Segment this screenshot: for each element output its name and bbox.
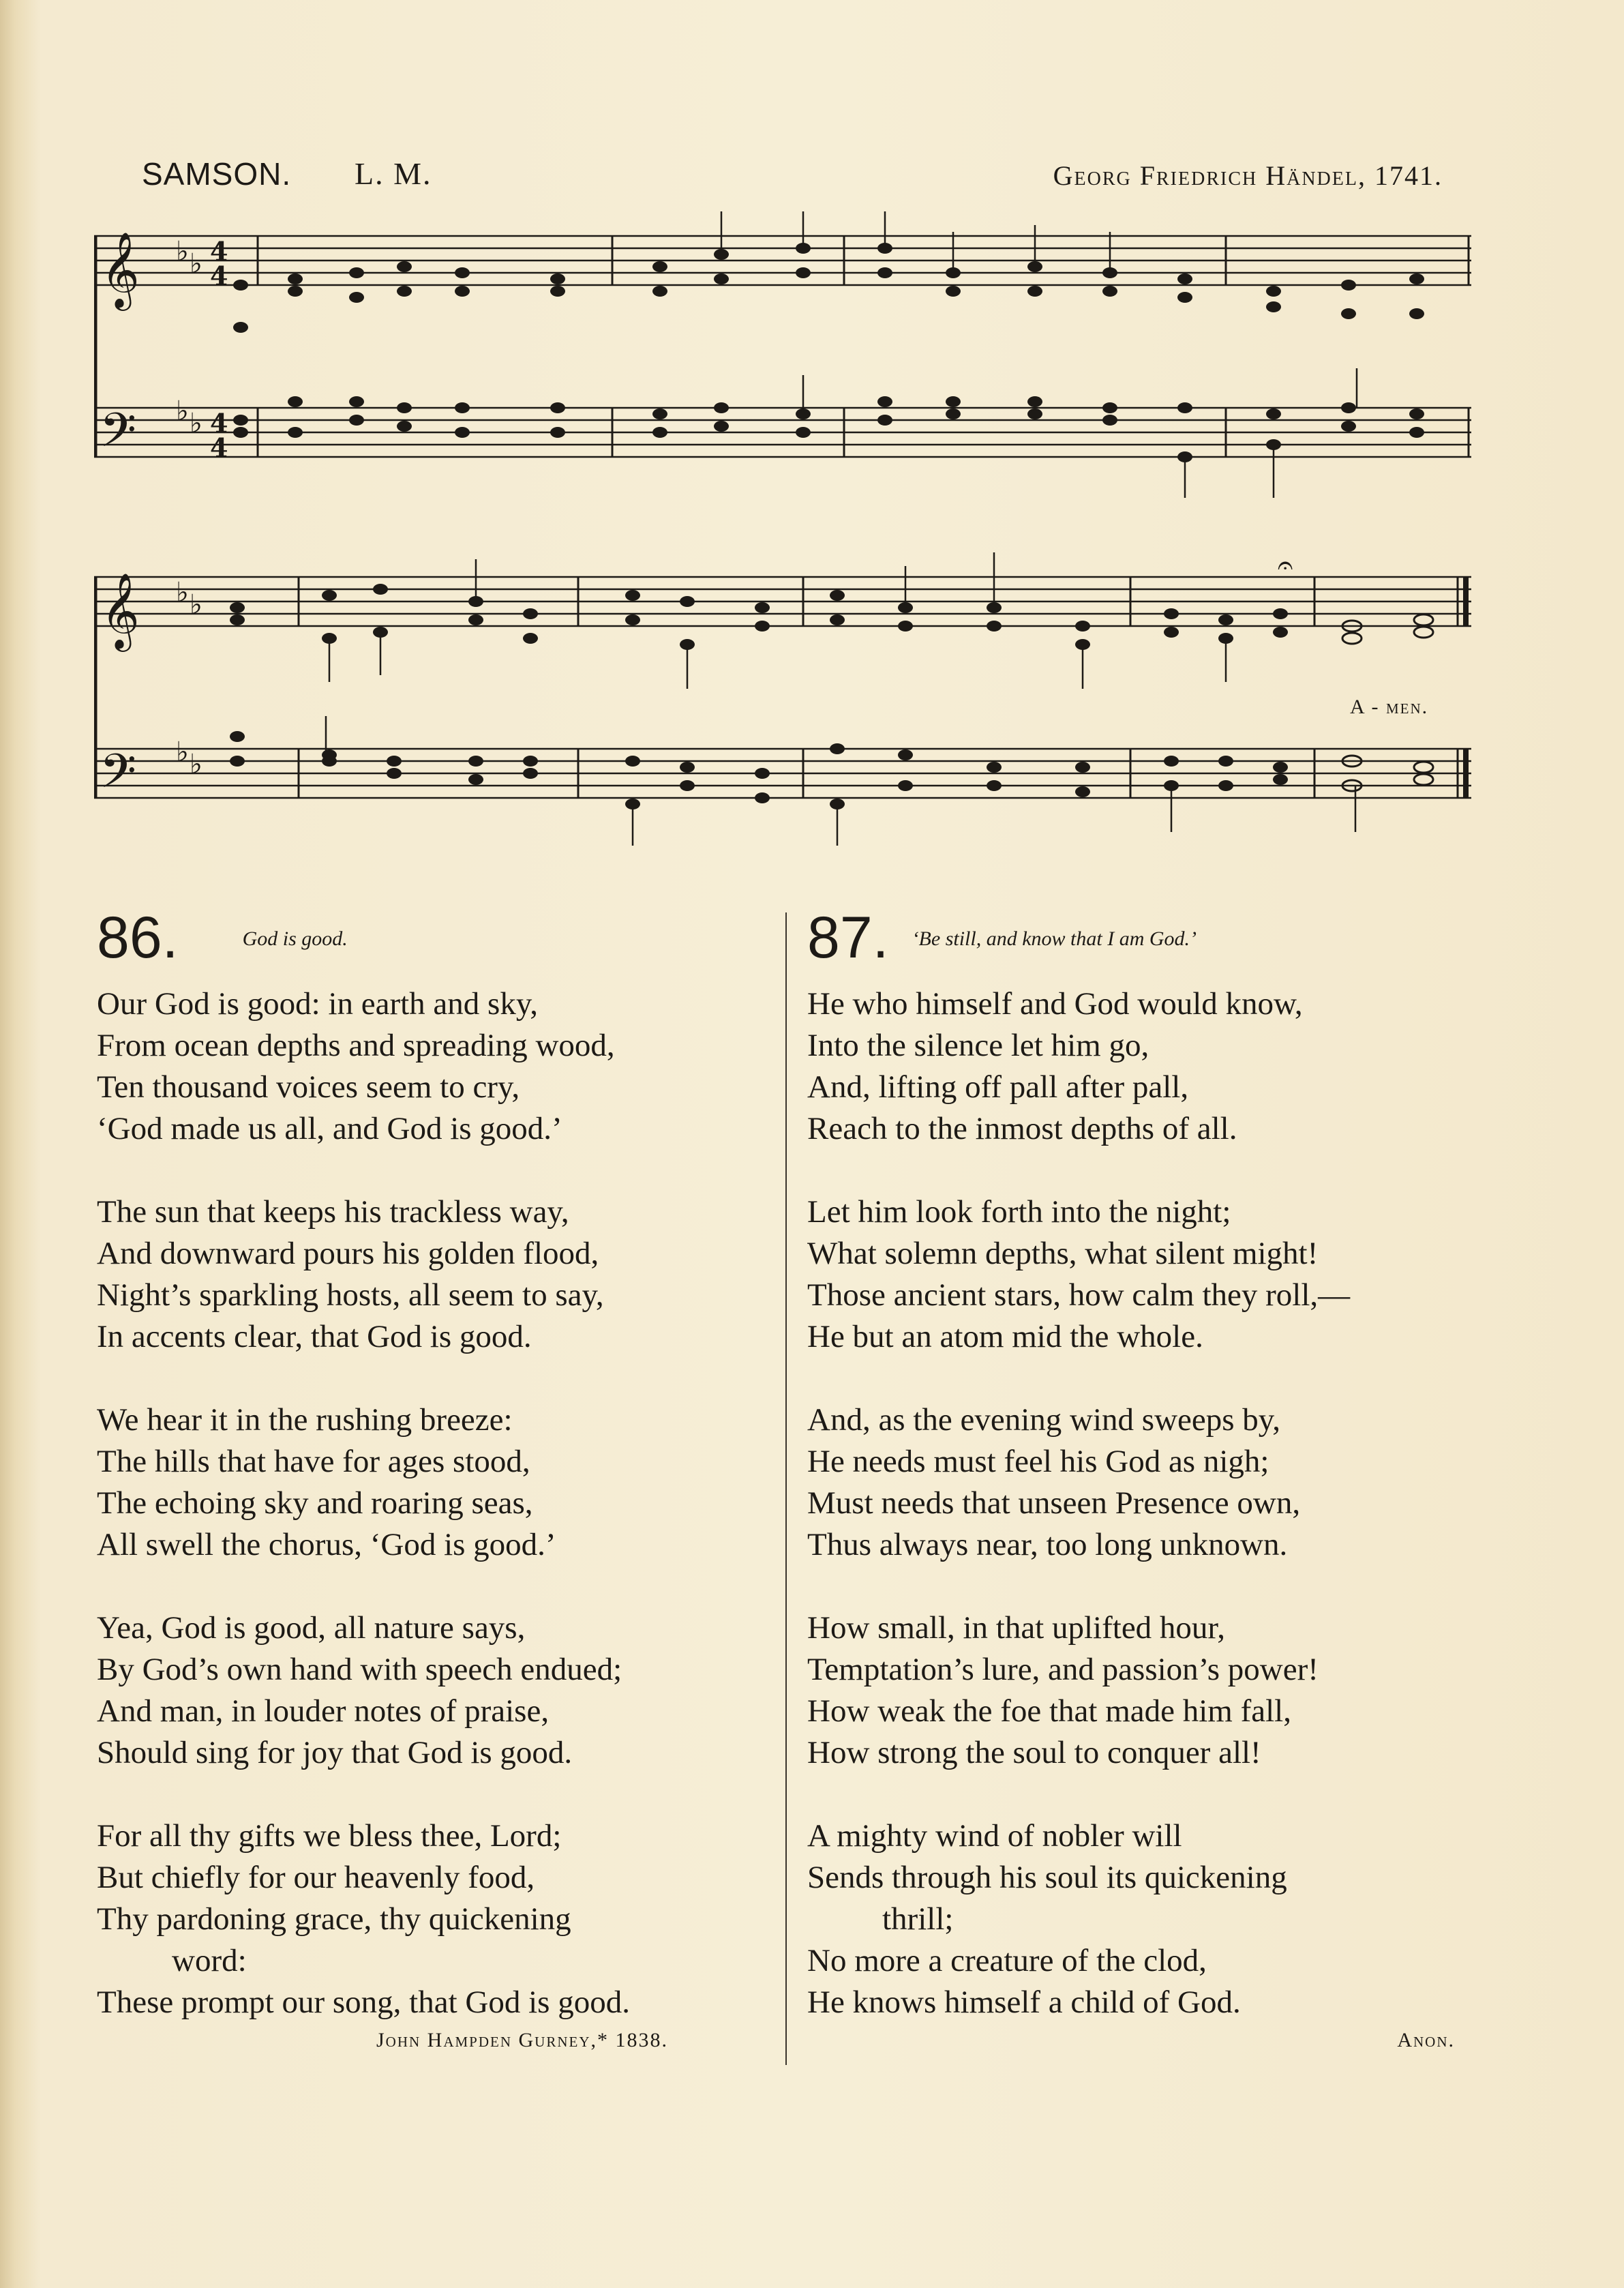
svg-text:𝄢: 𝄢 — [100, 402, 137, 469]
verse-line: How strong the soul to conquer all! — [807, 1735, 1261, 1770]
amen-lyric: A - men. — [1350, 696, 1429, 718]
stanza-2 — [807, 1191, 1482, 1358]
hymn-number: 87. — [807, 905, 889, 970]
stanza-5 — [97, 1815, 765, 2023]
verse-line: The sun that keeps his trackless way, — [97, 1194, 569, 1230]
verse-line: Sends through his soul its quickening — [807, 1860, 1287, 1895]
stanza-1 — [807, 983, 1482, 1150]
hymn-title: ‘Be still, and know that I am God.’ — [912, 927, 1197, 950]
stanzas — [807, 983, 1482, 2023]
verse-line: Should sing for joy that God is good. — [97, 1735, 573, 1770]
svg-text:𝄞: 𝄞 — [101, 231, 140, 308]
verse-line-continuation: word: — [172, 1943, 247, 1978]
verse-line: All swell the chorus, ‘God is good.’ — [97, 1527, 556, 1562]
tune-header — [142, 155, 1443, 196]
verse-line: We hear it in the rushing breeze: — [97, 1402, 513, 1438]
hymn-number: 86. — [97, 905, 179, 970]
svg-text:♭: ♭ — [190, 408, 202, 439]
svg-text:𝄐: 𝄐 — [1278, 550, 1293, 581]
stanza-2 — [97, 1191, 765, 1358]
hymn-author: Anon. — [1397, 2029, 1455, 2051]
verse-line: Thy pardoning grace, thy quickening — [97, 1901, 571, 1937]
verse-line: And, lifting off pall after pall, — [807, 1069, 1189, 1105]
verse-line-continuation: thrill; — [882, 1901, 954, 1937]
verse-line: He needs must feel his God as nigh; — [807, 1444, 1269, 1479]
verse-line: No more a creature of the clod, — [807, 1943, 1207, 1978]
tune-name: SAMSON. — [142, 156, 292, 192]
stanza-3 — [807, 1399, 1482, 1566]
verse-line: Into the silence let him go, — [807, 1028, 1149, 1063]
verse-line: But chiefly for our heavenly food, — [97, 1860, 535, 1895]
verse-line: And, as the evening wind sweeps by, — [807, 1402, 1280, 1438]
tune-meter: L. M. — [355, 156, 432, 191]
stanza-3 — [97, 1399, 765, 1566]
verse-line: Ten thousand voices seem to cry, — [97, 1069, 520, 1105]
verse-line: Yea, God is good, all nature says, — [97, 1610, 526, 1646]
stanza-5 — [807, 1815, 1482, 2023]
verse-line: Thus always near, too long unknown. — [807, 1527, 1288, 1562]
stanza-4 — [97, 1607, 765, 1774]
verse-line: Those ancient stars, how calm they roll,— — [807, 1277, 1351, 1313]
hymn-87 — [807, 907, 1482, 2052]
verse-line: How weak the foe that made him fall, — [807, 1693, 1291, 1729]
svg-text:♭: ♭ — [190, 589, 202, 621]
stanza-4 — [807, 1607, 1482, 1774]
music-score-system-2 — [94, 532, 1471, 873]
verse-line: The hills that have for ages stood, — [97, 1444, 530, 1479]
svg-text:♭: ♭ — [176, 396, 189, 427]
score-system-2 — [94, 532, 1471, 873]
verse-line: Temptation’s lure, and passion’s power! — [807, 1652, 1319, 1687]
verse-line: Night’s sparkling hosts, all seem to say, — [97, 1277, 604, 1313]
svg-text:𝄢: 𝄢 — [100, 743, 137, 810]
verse-line: What solemn depths, what silent might! — [807, 1236, 1319, 1271]
verse-line: Our God is good: in earth and sky, — [97, 986, 539, 1022]
music-score-system-1 — [94, 205, 1471, 505]
verse-line: The echoing sky and roaring seas, — [97, 1485, 533, 1521]
verse-line: He but an atom mid the whole. — [807, 1319, 1203, 1354]
composer-credit: Georg Friedrich Händel, 1741. — [1053, 160, 1443, 191]
verse-line: Reach to the inmost depths of all. — [807, 1111, 1237, 1146]
score-system-1 — [94, 205, 1471, 505]
hymn-author: John Hampden Gurney,* 1838. — [376, 2029, 669, 2051]
svg-text:♭: ♭ — [176, 236, 189, 267]
verse-line: Let him look forth into the night; — [807, 1194, 1231, 1230]
stanza-1 — [97, 983, 765, 1150]
stanzas — [97, 983, 765, 2023]
svg-text:4: 4 — [210, 408, 228, 439]
verse-line: A mighty wind of nobler will — [807, 1818, 1182, 1854]
svg-text:4: 4 — [210, 261, 228, 291]
column-divider — [785, 912, 787, 2065]
verse-line: How small, in that uplifted hour, — [807, 1610, 1225, 1646]
svg-text:♭: ♭ — [190, 248, 202, 280]
svg-text:𝄞: 𝄞 — [101, 572, 140, 649]
verse-line: He who himself and God would know, — [807, 986, 1303, 1022]
svg-text:4: 4 — [210, 432, 228, 463]
verse-line: In accents clear, that God is good. — [97, 1319, 532, 1354]
verse-line: From ocean depths and spreading wood, — [97, 1028, 615, 1063]
verse-line: And downward pours his golden flood, — [97, 1236, 599, 1271]
svg-text:♭: ♭ — [190, 749, 202, 780]
verse-line: And man, in louder notes of praise, — [97, 1693, 550, 1729]
verse-line: For all thy gifts we bless thee, Lord; — [97, 1818, 562, 1854]
verse-line: These prompt our song, that God is good. — [97, 1985, 630, 2020]
verse-line: ‘God made us all, and God is good.’ — [97, 1111, 562, 1146]
svg-text:♭: ♭ — [176, 577, 189, 608]
verse-line: He knows himself a child of God. — [807, 1985, 1241, 2020]
verse-line: Must needs that unseen Presence own, — [807, 1485, 1301, 1521]
verse-line: By God’s own hand with speech endued; — [97, 1652, 622, 1687]
svg-text:4: 4 — [210, 236, 228, 267]
hymn-title: God is good. — [242, 927, 348, 950]
svg-text:♭: ♭ — [176, 737, 189, 768]
hymn-86 — [97, 907, 765, 2052]
